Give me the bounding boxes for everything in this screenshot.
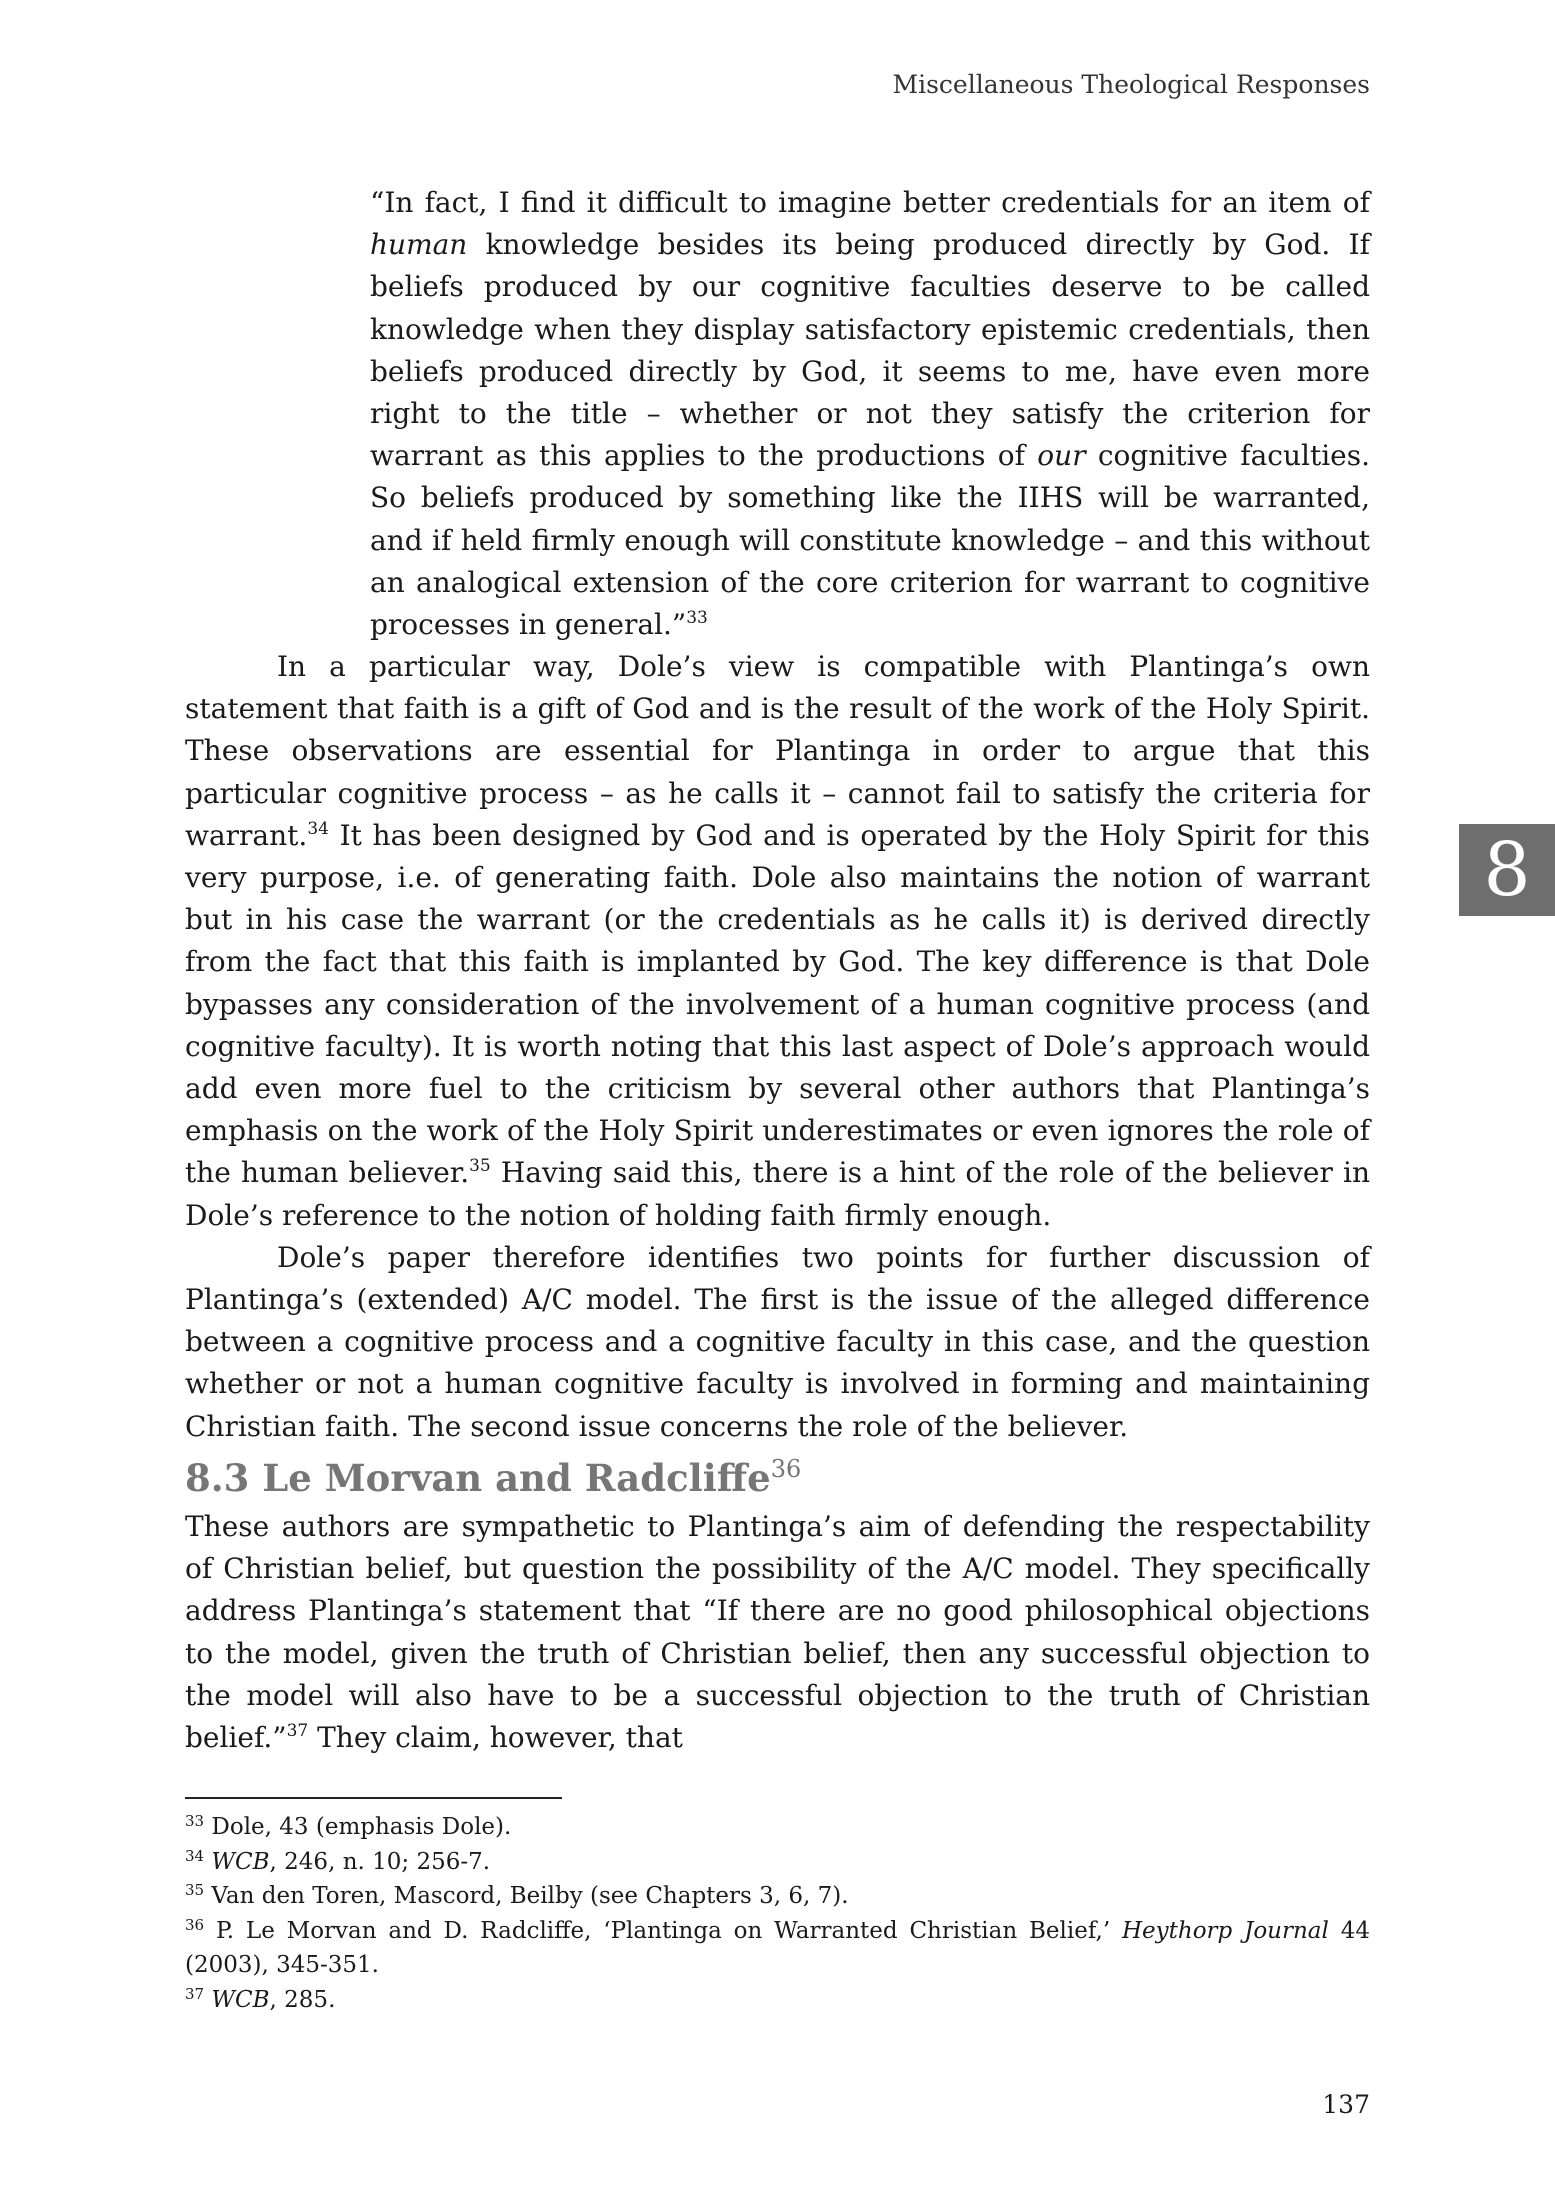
footnote-number: 33 (185, 1812, 205, 1830)
footnote-italic: WCB (211, 1986, 270, 2013)
footnote-text: , 285. (269, 1986, 336, 2013)
footnote-ref-37[interactable]: 37 (286, 1721, 309, 1742)
section-paragraph-part-b: They claim, however, that (308, 1721, 683, 1755)
footnote-text: P. Le Morvan and D. Radcliffe, ‘Plantinga on Warranted Christian Belief,’ (204, 1917, 1122, 1944)
chapter-tab: 8 (1459, 824, 1555, 916)
running-header: Miscellaneous Theological Responses (892, 70, 1370, 99)
footnote-37 (185, 1983, 1370, 2018)
footnote-divider (185, 1797, 562, 1799)
footnote-number: 36 (185, 1915, 205, 1934)
footnote-ref-33[interactable]: 33 (686, 608, 708, 629)
quote-emphasis-human: human (370, 228, 468, 262)
footnote-33 (185, 1810, 1370, 1845)
footnote-text: , 246, n. 10; 256-7. (269, 1848, 491, 1875)
page-number: 137 (1322, 2090, 1370, 2119)
paragraph-1-part-c: Having said this, there is a hint of the role of the believer in Dole’s reference to the notion of holding faith firmly enough. (185, 1156, 1370, 1232)
section-heading-text: 8.3 Le Morvan and Radcliffe (185, 1456, 771, 1500)
footnote-36 (185, 1914, 1370, 1983)
section-paragraph-part-a: These authors are sympathetic to Plantinga’s aim of defending the respectability of Christian belief, but question the possibility of the A/C model. They specifically address Plantinga’s statement that “If there are no good philosophical objections to the model, given the truth of Christian belief, then any successful objection to the model will also have to be a successful objection to the truth of Christian belief.” (185, 1510, 1370, 1755)
footnote-number: 37 (185, 1984, 205, 2003)
footnote-text: Dole, 43 (emphasis Dole). (204, 1814, 512, 1840)
footnote-ref-35[interactable]: 35 (469, 1156, 491, 1177)
footnote-italic: WCB (211, 1848, 270, 1875)
footnotes (185, 1810, 1370, 2017)
body-text (185, 646, 1370, 1448)
footnote-text: 44 (2003), 345-351. (185, 1917, 1370, 1978)
paragraph-1-part-a: In a particular way, Dole’s view is compatible with Plantinga’s own statement that faith is a gift of God and is the result of the work of the Holy Spirit. These observations are essential for Plantinga in order to argue that this particular cognitive process – as he calls it – cannot fail to satisfy the criteria for warrant. (185, 650, 1370, 852)
paragraph-1-part-b: It has been designed by God and is operated by the Holy Spirit for this very purpose, i.e. of generating faith. Dole also maintains the notion of warrant but in his case the warrant (or the credentials as he calls it) is derived directly from the fact that this faith is implanted by God. The key difference is that Dole bypasses any consideration of the involvement of a human cognitive process (and cognitive faculty). It is worth noting that this last aspect of Dole’s approach would add even more fuel to the criticism by several other authors that Plantinga’s emphasis on the work of the Holy Spirit underestimates or even ignores the role of the human believer. (185, 818, 1370, 1190)
quote-text-1: “In fact, I find it difficult to imagine better credentials for an item of (370, 186, 1370, 219)
quote-text-3: cognitive faculties. So beliefs produced by something like the IIHS will be warranted, and if held firmly enough will constitute knowledge – and this without an analogical extension of the core criterion for warrant to cognitive processes in general.” (370, 439, 1370, 642)
section-text (185, 1506, 1370, 1759)
footnote-ref-36[interactable]: 36 (770, 1455, 802, 1483)
footnote-number: 34 (185, 1846, 205, 1865)
footnote-34 (185, 1845, 1370, 1880)
quote-text-2: knowledge besides its being produced directly by God. If beliefs produced by our cognitive faculties deserve to be called knowledge when they display satisfactory epistemic credentials, then beliefs produced directly by God, it seems to me, have even more right to the title – whether or not they satisfy the criterion for warrant as this applies to the productions of (370, 228, 1370, 473)
footnote-italic: Heythorp Journal (1121, 1917, 1329, 1944)
paragraph-2: Dole’s paper therefore identifies two points for further discussion of Plantinga’s (extended) A/C model. The first is the issue of the alleged difference between a cognitive process and a cognitive faculty in this case, and the question whether or not a human cognitive faculty is involved in forming and maintaining Christian faith. The second issue concerns the role of the believer. (185, 1240, 1370, 1443)
paragraph-1 (185, 646, 1370, 1237)
quote-emphasis-our: our (1037, 439, 1086, 473)
block-quote (370, 182, 1370, 646)
footnote-number: 35 (185, 1881, 205, 1899)
footnote-35 (185, 1879, 1370, 1914)
footnote-text: Van den Toren, Mascord, Beilby (see Chapters 3, 6, 7). (204, 1883, 849, 1909)
section-heading (185, 1456, 801, 1500)
footnote-ref-34[interactable]: 34 (307, 818, 329, 839)
section-paragraph (185, 1506, 1370, 1759)
